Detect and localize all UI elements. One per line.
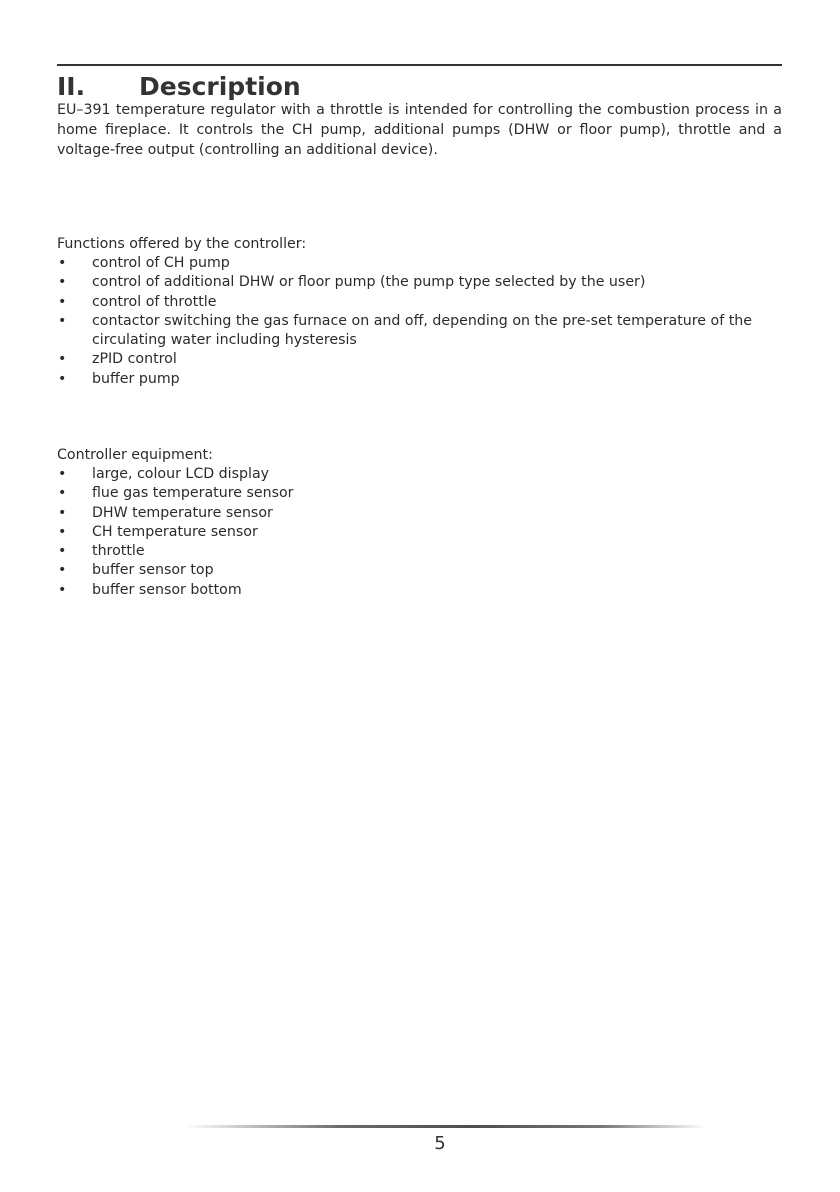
- list-item-text: buffer sensor top: [92, 562, 214, 579]
- list-item-text: flue gas temperature sensor: [92, 485, 294, 502]
- bullet-icon: •: [58, 351, 67, 368]
- bullet-icon: •: [58, 274, 67, 291]
- list-item: [57, 254, 782, 273]
- list-item: [57, 350, 782, 369]
- section-number: II.: [57, 72, 86, 101]
- page-number: 5: [434, 1133, 446, 1154]
- equipment-list: [57, 465, 782, 600]
- list-item-text: control of CH pump: [92, 255, 230, 271]
- functions-title: Functions offered by the controller:: [57, 236, 307, 252]
- list-item-text: CH temperature sensor: [92, 523, 258, 540]
- list-item: [57, 504, 782, 523]
- list-item-text: buffer pump: [92, 370, 180, 387]
- equipment-title: Controller equipment:: [57, 447, 213, 463]
- bullet-icon: •: [58, 504, 67, 521]
- list-item-text: control of additional DHW or floor pump (the pump type selected by the user): [92, 274, 646, 291]
- list-item: [57, 273, 782, 292]
- list-item: [57, 523, 782, 542]
- list-item-text: DHW temperature sensor: [92, 504, 273, 521]
- list-item: [57, 484, 782, 503]
- list-item: [57, 312, 782, 351]
- section-title: Description: [139, 72, 301, 101]
- list-item: [57, 581, 782, 600]
- list-item: [57, 465, 782, 484]
- footer-rule: [185, 1125, 705, 1128]
- bullet-icon: •: [58, 255, 67, 271]
- list-item-text: large, colour LCD display: [92, 466, 270, 482]
- header-rule: [57, 64, 782, 66]
- list-item-text: throttle: [92, 543, 145, 560]
- bullet-icon: •: [58, 466, 67, 482]
- bullet-icon: •: [58, 293, 67, 310]
- list-item-text: buffer sensor bottom: [92, 581, 242, 598]
- list-item: [57, 561, 782, 580]
- list-item-text: contactor switching the gas furnace on and off, depending on the pre-set temperature of the circulating water including hysteresis: [92, 312, 753, 349]
- bullet-icon: •: [58, 581, 67, 598]
- list-item: [57, 370, 782, 389]
- functions-list: [57, 254, 782, 389]
- list-item: [57, 542, 782, 561]
- list-item-text: control of throttle: [92, 293, 217, 310]
- bullet-icon: •: [58, 523, 67, 540]
- list-item-text: zPID control: [92, 351, 177, 368]
- bullet-icon: •: [58, 562, 67, 579]
- bullet-icon: •: [58, 485, 67, 502]
- intro-paragraph: EU–391 temperature regulator with a throttle is intended for controlling the combustion process in a home fireplace. It controls the CH pump, additional pumps (DHW or floor pump), throttle and a voltage-free output (controlling an additional device).: [57, 102, 782, 158]
- list-item: [57, 293, 782, 312]
- bullet-icon: •: [58, 543, 67, 560]
- bullet-icon: •: [58, 370, 67, 387]
- section-heading: [57, 71, 301, 103]
- bullet-icon: •: [58, 312, 67, 329]
